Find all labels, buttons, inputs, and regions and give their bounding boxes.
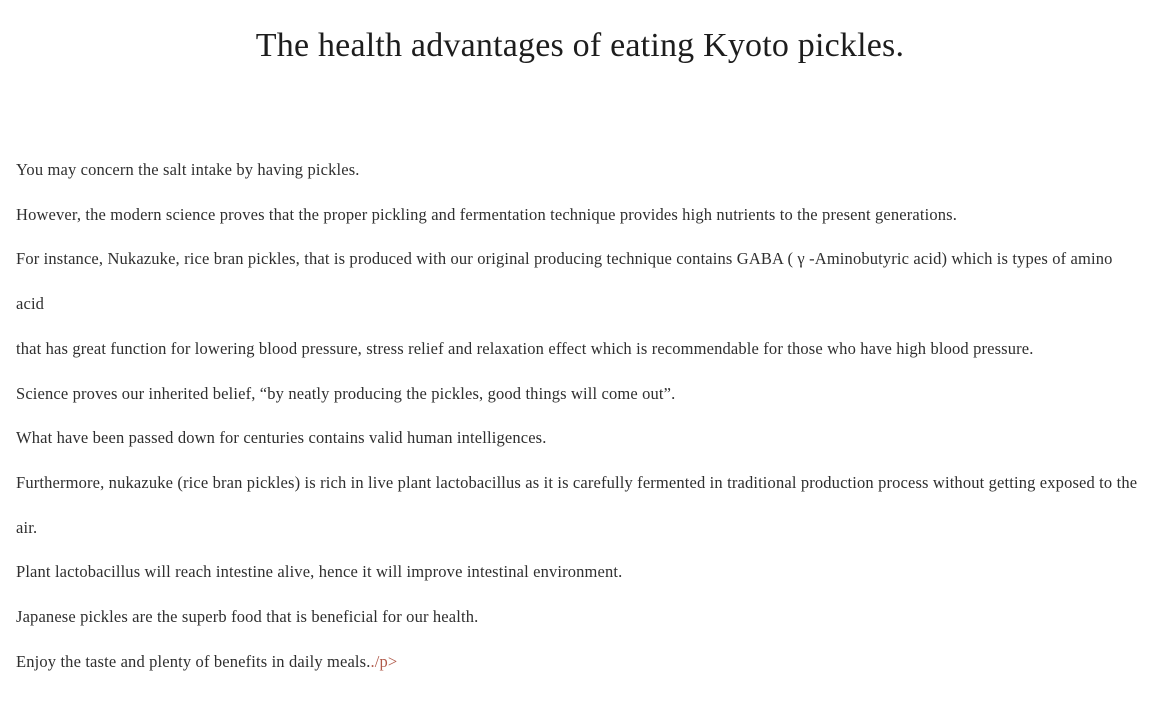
page-title: The health advantages of eating Kyoto pickles. bbox=[255, 27, 905, 64]
paragraph-9: Japanese pickles are the superb food that is beneficial for our health. bbox=[16, 607, 479, 627]
paragraph-8: Plant lactobacillus will reach intestine alive, hence it will improve intestinal environment. bbox=[16, 562, 623, 582]
paragraph-2: However, the modern science proves that the proper pickling and fermentation technique provides high nutrients to the present generations. bbox=[16, 204, 958, 224]
paragraph-10 bbox=[16, 640, 1144, 685]
paragraph-3: For instance, Nukazuke, rice bran pickles, that is produced with our original producing technique contains GABA ( γ -Aminobutyric acid) which is types of amino acid bbox=[16, 249, 1113, 314]
paragraph-7: Furthermore, nukazuke (rice bran pickles) is rich in live plant lactobacillus as it is carefully fermented in traditional production process without getting exposed to the air. bbox=[16, 472, 1138, 537]
paragraph-1: You may concern the salt intake by having pickles. bbox=[16, 160, 360, 179]
article-body bbox=[0, 148, 1160, 684]
paragraph-4: that has great function for lowering blood pressure, stress relief and relaxation effect which is recommendable for those who have high blood pressure. bbox=[16, 338, 1034, 358]
paragraph-5: Science proves our inherited belief, “by neatly producing the pickles, good things will come out”. bbox=[16, 383, 676, 403]
paragraph-10-text: Enjoy the taste and plenty of benefits in daily meals. bbox=[16, 651, 371, 671]
paragraph-6: What have been passed down for centuries contains valid human intelligences. bbox=[16, 428, 547, 448]
stray-markup-text: ./p> bbox=[370, 651, 398, 671]
